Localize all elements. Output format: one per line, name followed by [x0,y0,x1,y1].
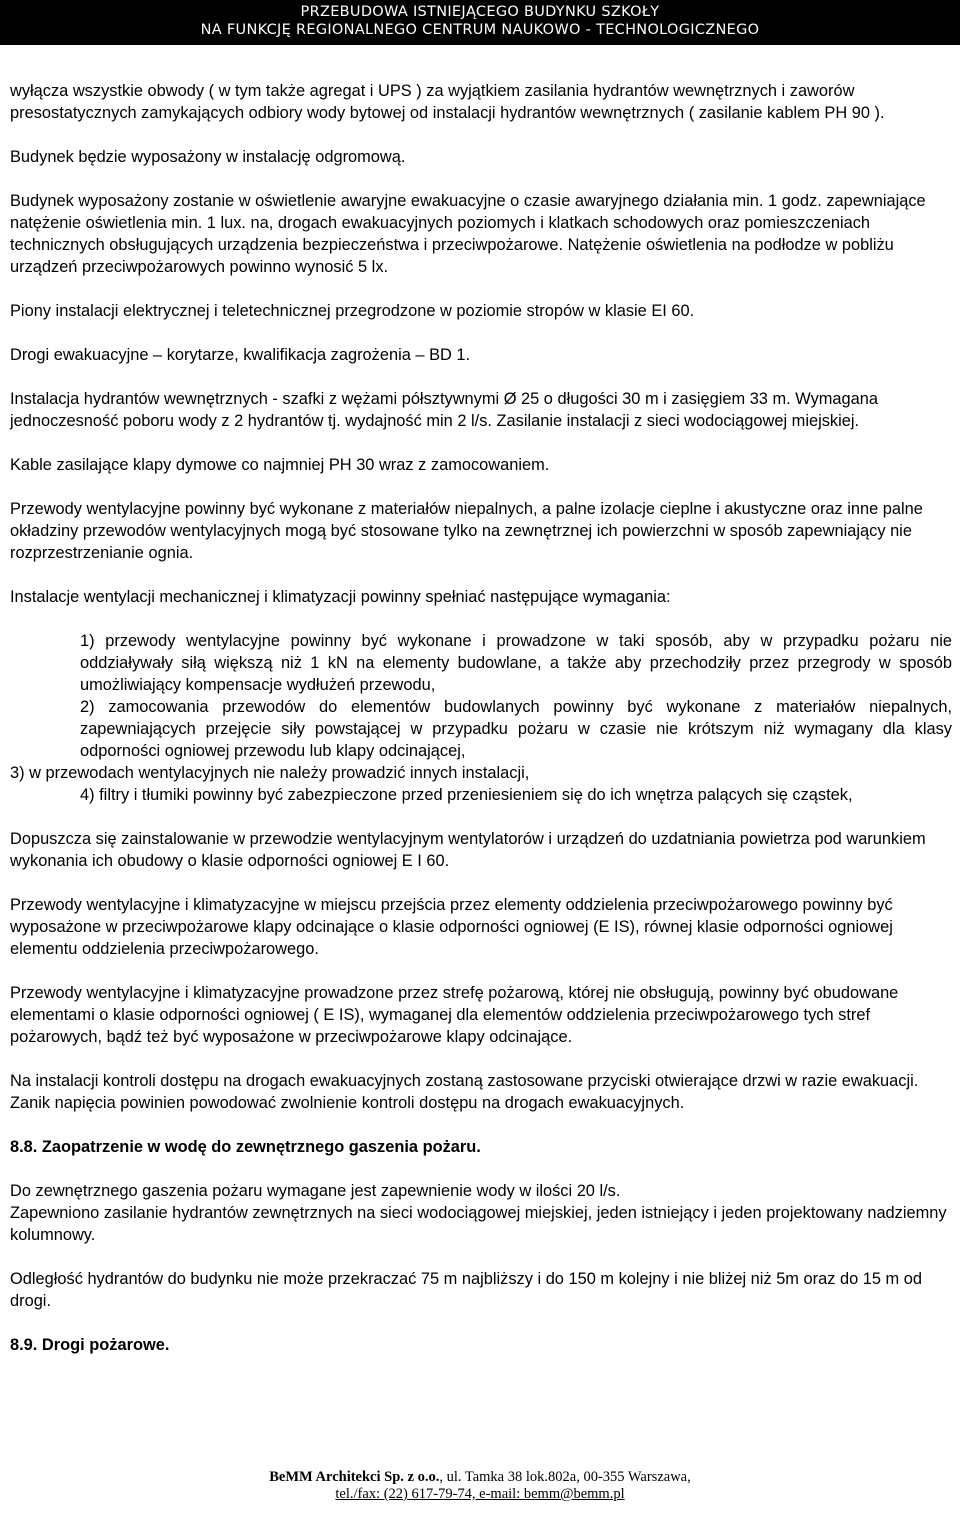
footer-address-line [0,1469,960,1486]
list-item: 1) przewody wentylacyjne powinny być wykonane i prowadzone w taki sposób, aby w przypadku pożaru nie oddziaływały siłą większą niż 1 kN na elementy budowlane, a także aby przechodziły przez przegrody w sposób umożliwiający kompensacje wydłużeń przewodu, [80,632,952,694]
requirements-list [10,630,952,806]
paragraph-emergency-lighting: Budynek wyposażony zostanie w oświetlenie awaryjne ewakuacyjne o czasie awaryjnego działania min. 1 godz. zapewniające natężenie oświetlenia min. 1 lux. na, drogach ewakuacyjnych poziomych i klatkach schodowych oraz pomieszczeniach technicznych obsługujących urządzenia bezpieczeństwa i przeciwpożarowe. Natężenie oświetlenia na podłodze w pobliżu urządzeń przeciwpożarowych powinno wynosić 5 lx. [10,192,926,276]
list-item: 4) filtry i tłumiki powinny być zabezpieczone przed przeniesieniem się do ich wnętrza palących się cząstek, [80,786,853,804]
paragraph-external-hydrants: Zapewniono zasilanie hydrantów zewnętrznych na sieci wodociągowej miejskiej, jeden istniejący i jeden projektowany nadziemny kolumnowy. [10,1204,947,1244]
footer-company: BeMM Architekci Sp. z o.o. [269,1469,440,1485]
document-header [0,0,960,45]
document-body [10,80,952,1378]
paragraph-escape-routes: Drogi ewakuacyjne – korytarze, kwalifikacja zagrożenia – BD 1. [10,346,471,364]
list-item: 3) w przewodach wentylacyjnych nie należy prowadzić innych instalacji, [10,764,530,782]
header-title-line-1: PRZEBUDOWA ISTNIEJĄCEGO BUDYNKU SZKOŁY [300,4,660,20]
paragraph-fans-in-ducts: Dopuszcza się zainstalowanie w przewodzie wentylacyjnym wentylatorów i urządzeń do uzdatniania powietrza pod warunkiem wykonania ich obudowy o klasie odporności ogniowej E I 60. [10,830,926,870]
paragraph-water-supply: Do zewnętrznego gaszenia pożaru wymagane jest zapewnienie wody w ilości 20 l/s. [10,1182,621,1200]
paragraph-access-control: Na instalacji kontroli dostępu na drogach ewakuacyjnych zostaną zastosowane przyciski otwierające drzwi w razie ewakuacji. Zanik napięcia powinien powodować zwolnienie kontroli dostępu na drogach ewakuacyjnych. [10,1072,919,1112]
paragraph-fire-dampers: Przewody wentylacyjne i klimatyzacyjne w miejscu przejścia przez elementy oddzielenia przeciwpożarowego powinny być wyposażone w przeciwpożarowe klapy odcinające o klasie odporności ogniowej (E IS), równej klasie odporności ogniowej elementu oddzielenia przeciwpożarowego. [10,896,893,958]
section-heading-8-8: 8.8. Zaopatrzenie w wodę do zewnętrznego gaszenia pożaru. [10,1138,481,1156]
paragraph-risers: Piony instalacji elektrycznej i teletechnicznej przegrodzone w poziomie stropów w klasie EI 60. [10,302,695,320]
paragraph-lightning-protection: Budynek będzie wyposażony w instalację odgromową. [10,148,406,166]
paragraph-ventilation-requirements: Instalacje wentylacji mechanicznej i klimatyzacji powinny spełniać następujące wymagania: [10,588,671,606]
list-item: 2) zamocowania przewodów do elementów budowlanych powinny być wykonane z materiałów niepalnych, zapewniających przejęcie siły powstającej w przypadku pożaru w czasie nie krótszym niż wymagany dla klasy odporności ogniowej przewodu lub klapy odcinającej, [80,698,952,760]
paragraph-ventilation-ducts: Przewody wentylacyjne powinny być wykonane z materiałów niepalnych, a palne izolacje cieplne i akustyczne oraz inne palne okładziny przewodów wentylacyjnych mogą być stosowane tylko na zewnętrznej ich powierzchni w sposób zapewniający nie rozprzestrzenianie ognia. [10,500,923,562]
paragraph-smoke-vent-cables: Kable zasilające klapy dymowe co najmniej PH 30 wraz z zamocowaniem. [10,456,550,474]
header-title-line-2: NA FUNKCJĘ REGIONALNEGO CENTRUM NAUKOWO - TECHNOLOGICZNEGO [200,22,760,38]
footer-contact: tel./fax: (22) 617-79-74, e-mail: bemm@bemm.pl [335,1486,625,1502]
paragraph-hydrants: Instalacja hydrantów wewnętrznych - szafki z wężami półsztywnymi Ø 25 o długości 30 m i zasięgiem 33 m. Wymagana jednoczesność poboru wody z 2 hydrantów tj. wydajność min 2 l/s. Zasilanie instalacji z sieci wodociągowej miejskiej. [10,390,878,430]
section-heading-8-9: 8.9. Drogi pożarowe. [10,1336,170,1354]
paragraph-power-cutoff: wyłącza wszystkie obwody ( w tym także agregat i UPS ) za wyjątkiem zasilania hydrantów wewnętrznych i zaworów presostatycznych zamykających odbiory wody bytowej od instalacji hydrantów wewnętrznych ( zasilanie kablem PH 90 ). [10,82,885,122]
paragraph-hydrant-distance: Odległość hydrantów do budynku nie może przekraczać 75 m najbliższy i do 150 m kolejny i nie bliżej niż 5m oraz do 15 m od drogi. [10,1270,922,1310]
footer-address: , ul. Tamka 38 lok.802a, 00-355 Warszawa, [439,1469,691,1485]
document-footer [0,1469,960,1503]
paragraph-ducts-through-zones: Przewody wentylacyjne i klimatyzacyjne prowadzone przez strefę pożarową, której nie obsługują, powinny być obudowane elementami o klasie odporności ogniowej ( E IS), wymaganej dla elementów oddzielenia przeciwpożarowego tych stref pożarowych, bądź też być wyposażone w przeciwpożarowe klapy odcinające. [10,984,899,1046]
